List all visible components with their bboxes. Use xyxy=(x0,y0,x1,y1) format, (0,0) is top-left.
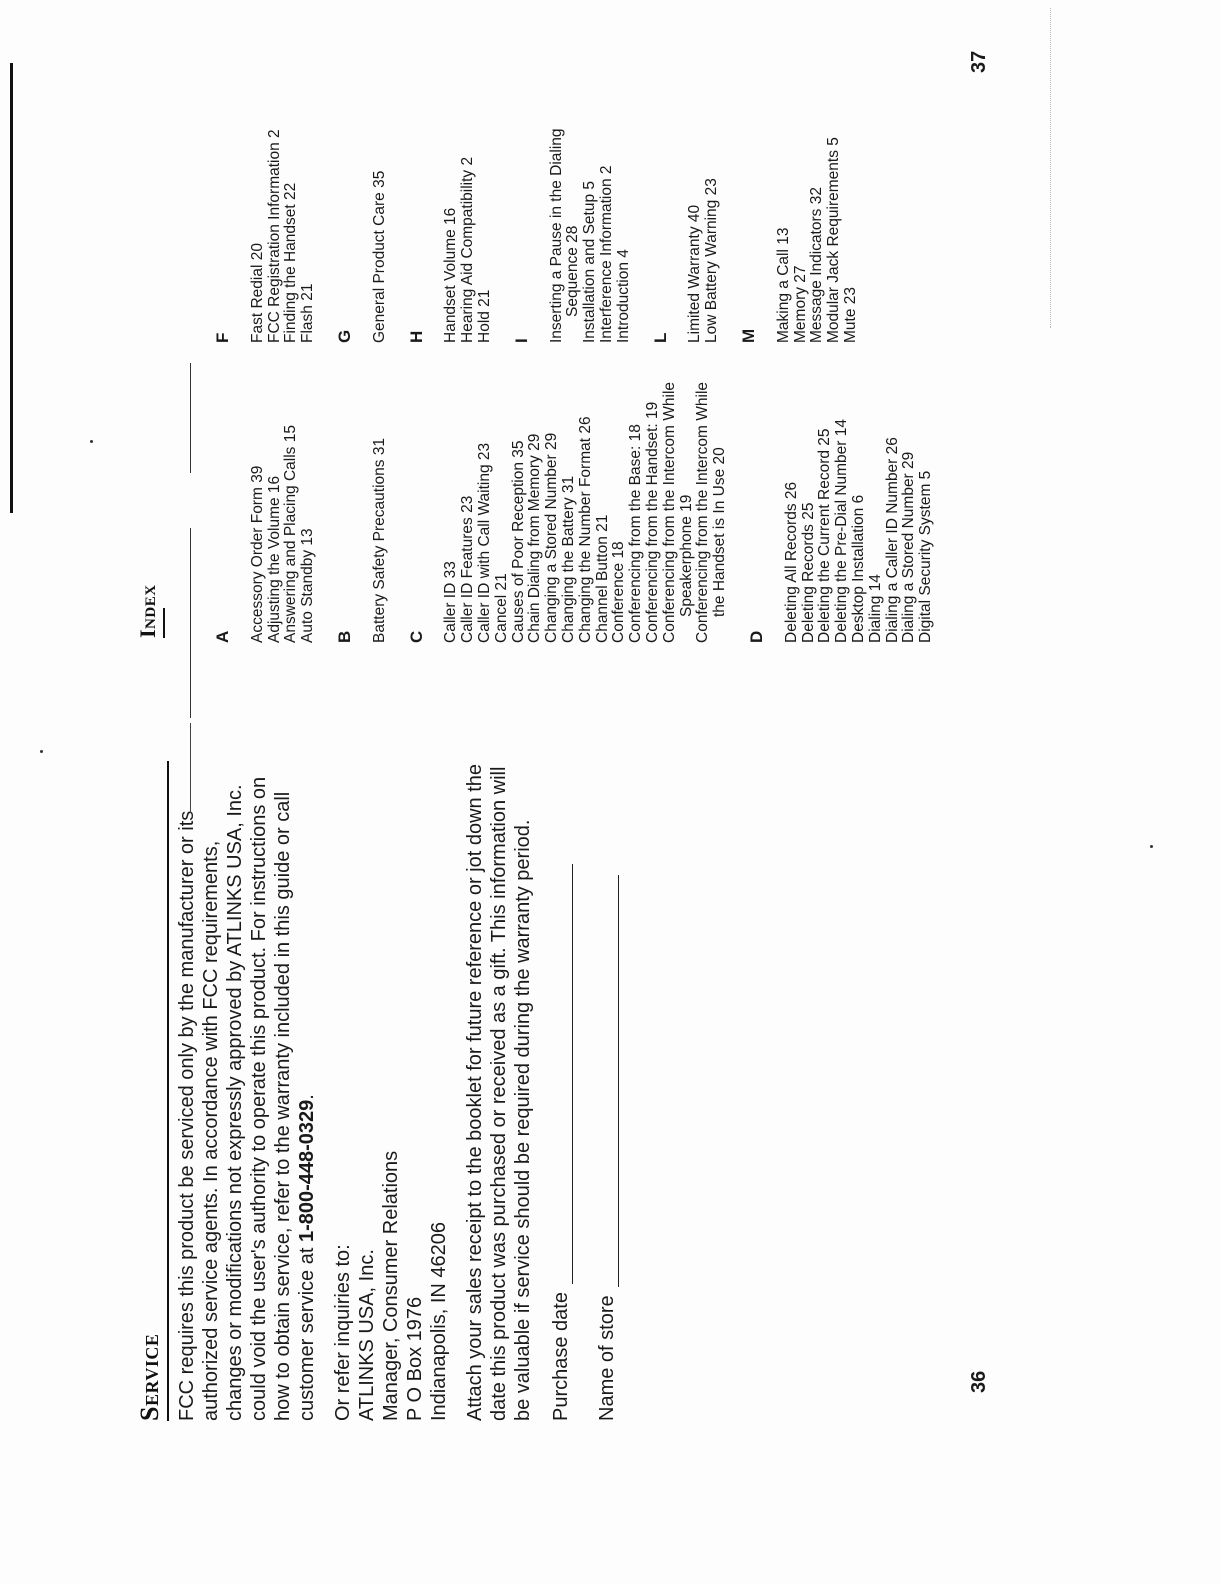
index-entry: Sequence 28 xyxy=(564,225,582,317)
index-entry: Inserting a Pause in the Dialing xyxy=(547,128,565,343)
store-name-blank[interactable] xyxy=(618,875,619,1287)
index-entry: Handset Volume 16 xyxy=(442,207,460,343)
index-entry: Dialing a Stored Number 29 xyxy=(900,451,918,643)
index-group-h xyxy=(443,13,493,343)
scan-speck xyxy=(90,440,93,443)
index-entry: Desktop Installation 6 xyxy=(849,494,867,643)
purchase-date-label: Purchase date xyxy=(550,1292,572,1421)
index-entry: Caller ID 33 xyxy=(442,561,460,643)
index-group-i xyxy=(549,13,633,343)
index-letter-l: L xyxy=(650,332,670,343)
index-letter-a: A xyxy=(213,630,232,643)
index-entry: Answering and Placing Calls 15 xyxy=(282,425,300,643)
address-line: Indianapolis, IN 46206 xyxy=(428,1221,450,1421)
address-line: Manager, Consumer Relations xyxy=(380,1150,402,1421)
index-group-d xyxy=(784,313,935,643)
index-entry: Causes of Poor Reception 35 xyxy=(509,440,527,643)
index-entry: Caller ID Features 23 xyxy=(459,495,477,643)
inquiry-intro: Or refer inquiries to: xyxy=(332,1244,354,1421)
index-entry: Conference 18 xyxy=(610,541,628,643)
index-entry: Hold 21 xyxy=(475,289,493,343)
index-group-f xyxy=(250,13,317,343)
index-entry: Chain Dialing from Memory 29 xyxy=(526,433,544,643)
index-letter-b: B xyxy=(334,630,354,643)
index-entry: Mute 23 xyxy=(841,286,859,343)
service-page xyxy=(10,763,1190,1573)
index-letter-i: I xyxy=(511,338,531,343)
index-entry: Message Indicators 32 xyxy=(808,187,826,343)
index-letter-f: F xyxy=(213,332,232,343)
service-paragraph-2: Attach your sales receipt to the booklet for future reference or jot down the date this product was purchased or received as a gift. This information will be valuable if service should be required during the warranty period. xyxy=(464,763,534,1421)
index-group-l xyxy=(687,13,721,343)
purchase-date-blank[interactable] xyxy=(572,864,573,1284)
index-title: Index xyxy=(135,584,160,638)
index-entry: Deleting the Pre-Dial Number 14 xyxy=(833,419,851,643)
index-entry: Conferencing from the Intercom While xyxy=(660,381,678,643)
index-entry: Finding the Handset 22 xyxy=(282,182,300,343)
index-group-b xyxy=(372,313,389,643)
index-entry: Cancel 21 xyxy=(492,573,510,643)
index-letter-h: H xyxy=(406,330,426,343)
index-entry: Installation and Setup 5 xyxy=(581,180,599,343)
index-header xyxy=(135,38,171,638)
index-group-a xyxy=(250,313,317,643)
scan-speck xyxy=(1150,845,1153,848)
index-entry: Modular Jack Requirements 5 xyxy=(825,137,843,343)
index-entry: Auto Standby 13 xyxy=(299,528,317,643)
mailing-address xyxy=(355,761,451,1421)
index-column-2 xyxy=(215,13,880,343)
index-entry: Flash 21 xyxy=(299,283,317,343)
service-title: Service xyxy=(135,1333,164,1421)
service-title-rule xyxy=(167,761,169,1421)
index-entry: Changing a Stored Number 29 xyxy=(543,432,561,643)
index-entry: Fast Redial 20 xyxy=(248,243,266,343)
page-edge-rule xyxy=(190,723,191,813)
scan-speck xyxy=(40,750,43,753)
index-entry: Speakerphone 19 xyxy=(677,494,695,617)
index-entry: Hearing Aid Compatibility 2 xyxy=(459,156,477,343)
column-divider-rule xyxy=(190,528,191,718)
index-top-rule xyxy=(10,63,13,513)
index-entry: Memory 27 xyxy=(791,265,809,343)
index-entry: Interference Information 2 xyxy=(597,165,615,343)
index-entry: Digital Security System 5 xyxy=(917,470,935,643)
index-group-g xyxy=(372,13,389,343)
index-entry: Introduction 4 xyxy=(614,249,632,343)
index-letter-m: M xyxy=(738,328,758,343)
index-entry: Limited Warranty 40 xyxy=(686,204,704,343)
service-paragraph-1-text: FCC requires this product be serviced only by the manufacturer or its authorized service agents. In accordance with FCC requirements, changes or modifications not expressly approved by ATLINKS USA, Inc. could void the user's authority to operate this product. For instructions on how to obtain service, refer to the warranty included in this guide or call customer service at xyxy=(176,776,318,1421)
service-section xyxy=(135,761,619,1421)
index-entry: Caller ID with Call Waiting 23 xyxy=(475,442,493,643)
service-paragraph-1 xyxy=(175,761,319,1421)
index-entry: Deleting the Current Record 25 xyxy=(816,428,834,643)
page-number-right: 37 xyxy=(968,50,990,73)
store-name-row xyxy=(595,761,619,1421)
index-entry: the Handset is In Use 20 xyxy=(711,447,729,617)
address-line: P O Box 1976 xyxy=(404,1296,426,1421)
index-entry: Conferencing from the Base: 18 xyxy=(627,424,645,643)
index-entry: Making a Call 13 xyxy=(774,227,792,343)
service-paragraph-1-end: . xyxy=(296,1094,318,1100)
index-entry: Low Battery Warning 23 xyxy=(703,178,721,343)
index-entry: Dialing 14 xyxy=(866,574,884,643)
index-entry: Dialing a Caller ID Number 26 xyxy=(883,437,901,643)
customer-service-phone: 1-800-448-0329 xyxy=(296,1099,318,1243)
address-line: ATLINKS USA, Inc. xyxy=(356,1249,378,1421)
index-entry: Changing the Number Format 26 xyxy=(576,416,594,643)
rotated-spread xyxy=(10,13,1190,1573)
index-entry: Accessory Order Form 39 xyxy=(248,465,266,643)
index-entry: General Product Care 35 xyxy=(370,170,388,343)
column-divider-rule xyxy=(190,363,191,473)
index-entry: Changing the Battery 31 xyxy=(559,475,577,643)
index-title-rule xyxy=(163,608,165,638)
index-entry: Conferencing from the Intercom While xyxy=(694,381,712,643)
index-entry: FCC Registration Information 2 xyxy=(265,129,283,343)
index-group-m xyxy=(776,13,860,343)
purchase-date-row xyxy=(549,761,573,1421)
page-number-left: 36 xyxy=(968,1370,990,1393)
index-entry: Battery Safety Precautions 31 xyxy=(370,437,388,643)
index-letter-g: G xyxy=(334,329,354,343)
index-entry: Channel Button 21 xyxy=(593,514,611,643)
index-group-c xyxy=(443,313,729,643)
index-letter-c: C xyxy=(406,630,426,643)
page-edge-dots xyxy=(1050,8,1051,328)
index-column-1 xyxy=(215,313,955,643)
index-entry: Deleting All Records 26 xyxy=(782,481,800,643)
store-name-label: Name of store xyxy=(596,1295,618,1421)
index-letter-d: D xyxy=(746,630,766,643)
index-entry: Adjusting the Volume 16 xyxy=(265,475,283,643)
index-entry: Conferencing from the Handset: 19 xyxy=(643,401,661,643)
index-entry: Deleting Records 25 xyxy=(799,502,817,643)
